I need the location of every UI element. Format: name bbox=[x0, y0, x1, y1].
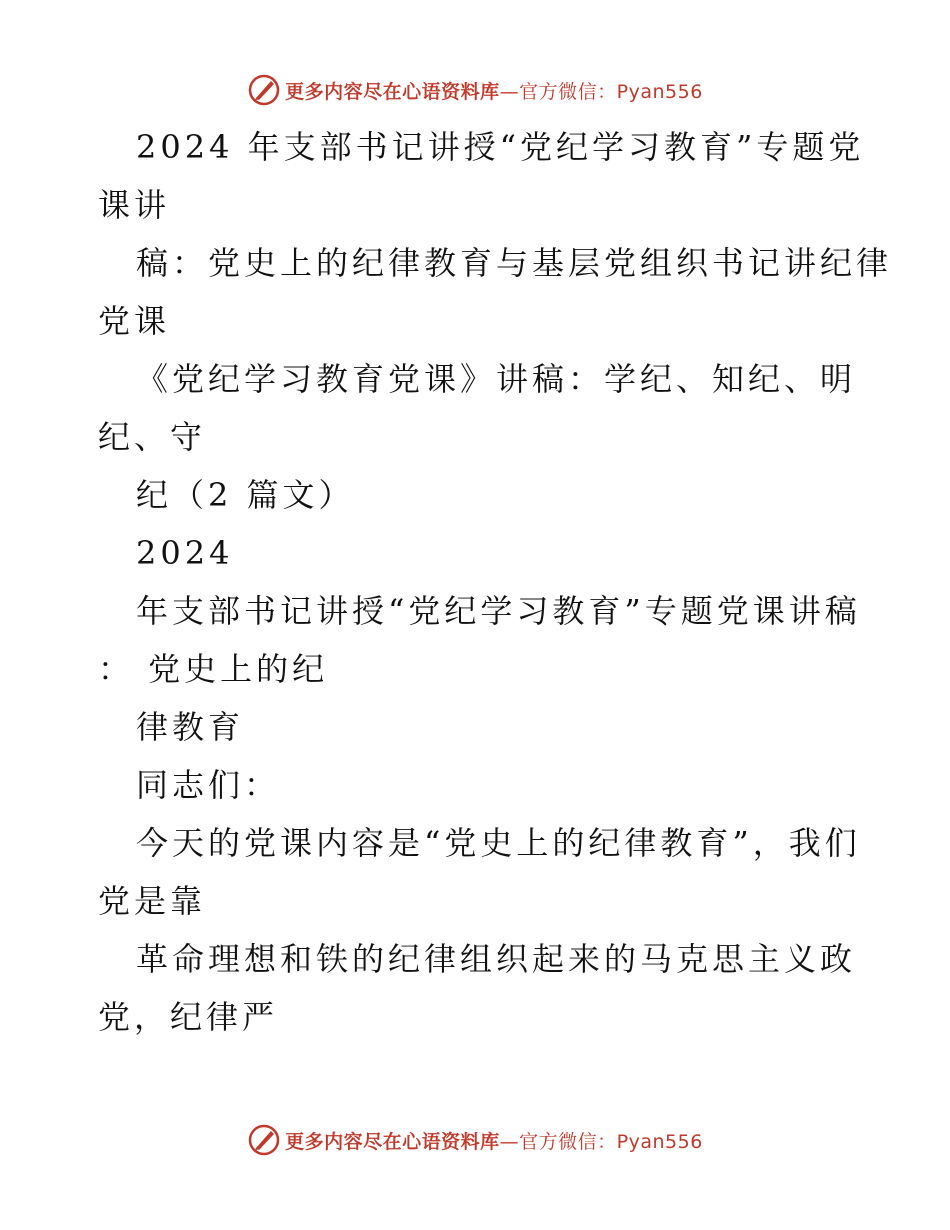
text-line: 党是靠 bbox=[98, 882, 207, 920]
header-watermark bbox=[0, 70, 950, 110]
text-line: 稿：党史上的纪律教育与基层党组织书记讲纪律 bbox=[136, 244, 893, 282]
header-watermark-contact: —官方微信：Pyan556 bbox=[499, 80, 703, 103]
text-line: 同志们： bbox=[136, 766, 281, 804]
quill-pen-logo-icon bbox=[247, 1123, 281, 1157]
footer-watermark-contact: —官方微信：Pyan556 bbox=[499, 1130, 703, 1153]
footer-watermark bbox=[0, 1120, 950, 1160]
text-line: 纪（2 篇文） bbox=[136, 476, 355, 514]
text-line: 年支部书记讲授“党纪学习教育”专题党课讲稿 bbox=[136, 592, 861, 630]
footer-watermark-main: 更多内容尽在心语资料库 bbox=[285, 1130, 500, 1153]
text-line: ： 党史上的纪 bbox=[98, 650, 329, 688]
header-watermark-main: 更多内容尽在心语资料库 bbox=[285, 80, 500, 103]
text-line: 课讲 bbox=[98, 186, 171, 224]
text-line: 党课 bbox=[98, 302, 171, 340]
text-line: 2024 bbox=[136, 534, 234, 572]
quill-pen-logo-icon bbox=[247, 73, 281, 107]
text-line: 律教育 bbox=[136, 708, 245, 746]
text-line: 2024 年支部书记讲授“党纪学习教育”专题党 bbox=[136, 128, 865, 166]
text-line: 今天的党课内容是“党史上的纪律教育”，我们 bbox=[136, 824, 861, 862]
document-body bbox=[98, 118, 893, 1046]
text-line: 党，纪律严 bbox=[98, 998, 279, 1036]
text-line: 《党纪学习教育党课》讲稿：学纪、知纪、明 bbox=[136, 360, 857, 398]
text-line: 纪、守 bbox=[98, 418, 207, 456]
text-line: 革命理想和铁的纪律组织起来的马克思主义政 bbox=[136, 940, 857, 978]
